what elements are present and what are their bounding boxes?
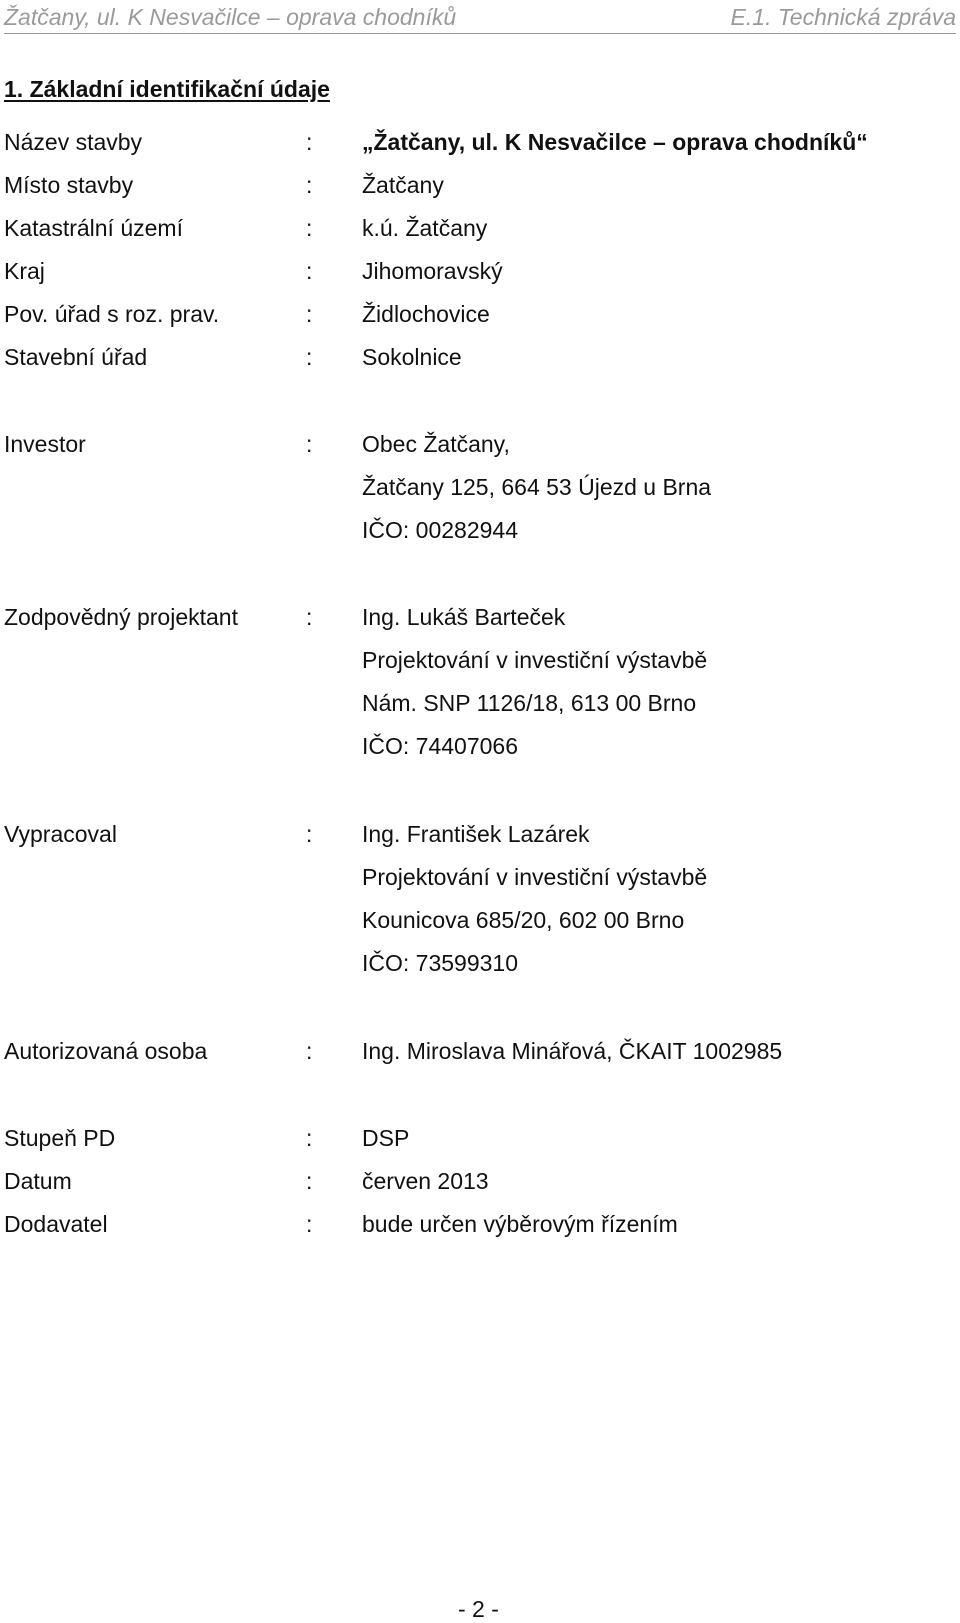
row-projektant-firma <box>0 647 960 690</box>
row-stavebni-urad <box>0 344 960 387</box>
row-separator: : <box>306 215 313 241</box>
row-value: Ing. Miroslava Minářová, ČKAIT 1002985 <box>362 1038 783 1064</box>
row-povereny-urad <box>0 301 960 344</box>
row-value: Ing. František Lazárek <box>362 821 590 847</box>
row-separator: : <box>306 301 313 327</box>
row-separator: : <box>306 431 313 457</box>
row-value: IČO: 00282944 <box>362 517 519 543</box>
row-separator: : <box>306 172 313 198</box>
row-label: Dodavatel <box>4 1211 108 1237</box>
row-vypracoval <box>0 821 960 864</box>
row-label: Autorizovaná osoba <box>4 1038 208 1064</box>
row-separator: : <box>306 344 313 370</box>
page-number-text: - 2 - <box>458 1596 499 1622</box>
row-autorizovana-osoba <box>0 1038 960 1081</box>
row-dodavatel <box>0 1211 960 1254</box>
row-value: Kounicova 685/20, 602 00 Brno <box>362 907 685 933</box>
row-label: Kraj <box>4 258 45 284</box>
row-datum <box>0 1168 960 1211</box>
row-investor <box>0 431 960 474</box>
row-separator: : <box>306 604 313 630</box>
row-label: Stupeň PD <box>4 1125 116 1151</box>
row-vypracoval-address <box>0 907 960 950</box>
row-vypracoval-ico <box>0 950 960 993</box>
row-label: Místo stavby <box>4 172 134 198</box>
row-label: Vypracoval <box>4 821 117 847</box>
row-value: Žatčany 125, 664 53 Újezd u Brna <box>362 474 712 500</box>
row-value: DSP <box>362 1125 410 1151</box>
row-value: Židlochovice <box>362 301 490 327</box>
page-header <box>4 0 956 34</box>
row-separator: : <box>306 129 313 155</box>
row-separator: : <box>306 1125 313 1151</box>
row-separator: : <box>306 258 313 284</box>
row-value: Projektování v investiční výstavbě <box>362 864 708 890</box>
row-label: Název stavby <box>4 129 143 155</box>
row-label: Datum <box>4 1168 72 1194</box>
row-value: bude určen výběrovým řízením <box>362 1211 678 1237</box>
header-project-name: Žatčany, ul. K Nesvačilce – oprava chodníků <box>4 4 457 30</box>
header-document-title: E.1. Technická zpráva <box>730 4 956 30</box>
row-katastralni-uzemi <box>0 215 960 258</box>
row-zodpovedny-projektant <box>0 604 960 647</box>
row-stupen-pd <box>0 1125 960 1168</box>
row-value: IČO: 74407066 <box>362 733 519 759</box>
row-projektant-address <box>0 690 960 733</box>
row-projektant-ico <box>0 733 960 776</box>
row-value: Ing. Lukáš Barteček <box>362 604 566 630</box>
row-label: Zodpovědný projektant <box>4 604 238 630</box>
row-value: k.ú. Žatčany <box>362 215 488 241</box>
row-label: Pov. úřad s roz. prav. <box>4 301 220 327</box>
row-misto-stavby <box>0 172 960 215</box>
row-value: červen 2013 <box>362 1168 489 1194</box>
row-vypracoval-firma <box>0 864 960 907</box>
row-value: Žatčany <box>362 172 444 198</box>
row-separator: : <box>306 821 313 847</box>
row-value: IČO: 73599310 <box>362 950 519 976</box>
row-value: Sokolnice <box>362 344 462 370</box>
row-value: „Žatčany, ul. K Nesvačilce – oprava chodníků“ <box>362 129 868 155</box>
row-nazev-stavby <box>0 129 960 172</box>
section-title: 1. Základní identifikační údaje <box>4 76 330 102</box>
row-value: Jihomoravský <box>362 258 503 284</box>
row-label: Investor <box>4 431 86 457</box>
row-label: Stavební úřad <box>4 344 148 370</box>
row-separator: : <box>306 1211 313 1237</box>
row-kraj <box>0 258 960 301</box>
row-separator: : <box>306 1038 313 1064</box>
row-separator: : <box>306 1168 313 1194</box>
row-investor-address <box>0 474 960 517</box>
row-value: Nám. SNP 1126/18, 613 00 Brno <box>362 690 697 716</box>
row-value: Obec Žatčany, <box>362 431 510 457</box>
row-value: Projektování v investiční výstavbě <box>362 647 708 673</box>
row-investor-ico <box>0 517 960 560</box>
row-label: Katastrální území <box>4 215 183 241</box>
